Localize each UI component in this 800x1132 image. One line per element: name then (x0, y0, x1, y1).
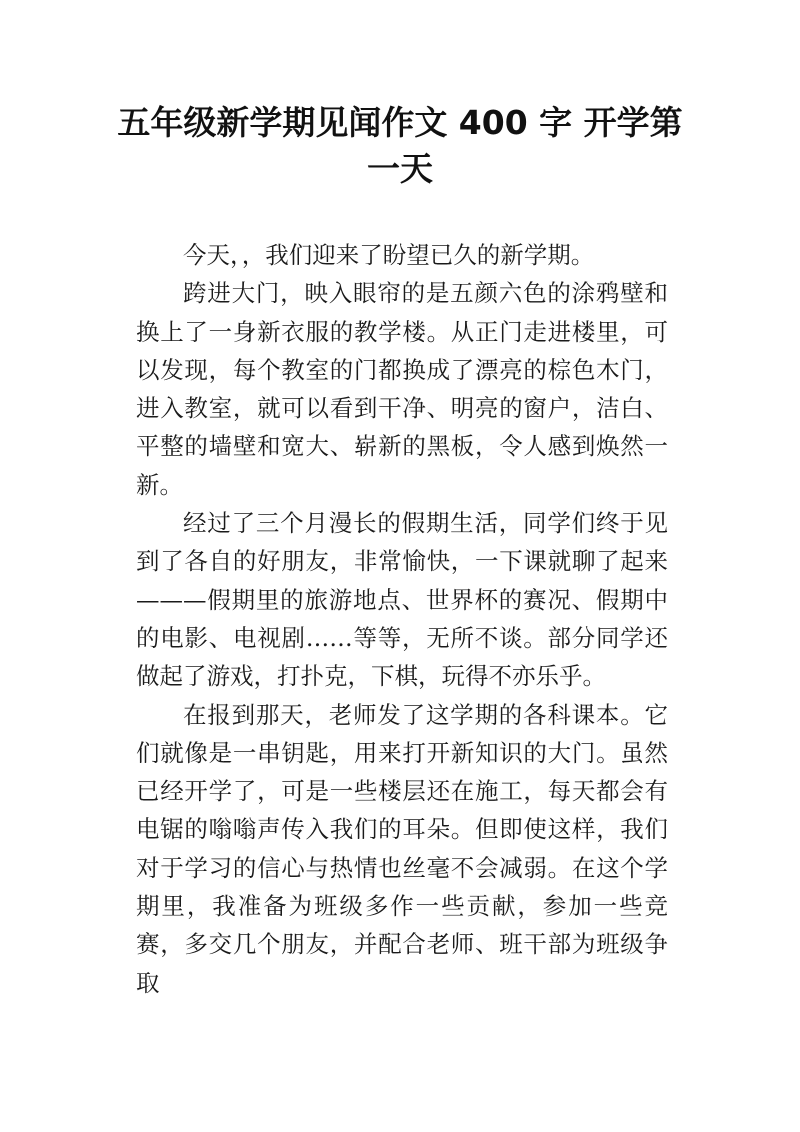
paragraph-4: 在报到那天，老师发了这学期的各科课本。它们就像是一串钥匙，用来打开新知识的大门。虽然已经开学了，可是一些楼层还在施工，每天都会有电锯的嗡嗡声传入我们的耳朵。但即使这样，我们对于学习的信心与热情也丝毫不会减弱。在这个学期里，我准备为班级多作一些贡献，参加一些竞赛，多交几个朋友，并配合老师、班干部为班级争取 (136, 700, 668, 997)
document-title: 五年级新学期见闻作文 400 字 开学第一天 (117, 103, 683, 188)
paragraph-3: 经过了三个月漫长的假期生活，同学们终于见到了各自的好朋友，非常愉快，一下课就聊了起来———假期里的旅游地点、世界杯的赛况、假期中的电影、电视剧……等等，无所不谈。部分同学还做起了游戏，打扑克，下棋，玩得不亦乐乎。 (136, 509, 668, 691)
paragraph-1: 今天，，我们迎来了盼望已久的新学期。 (183, 241, 595, 269)
document-body (136, 236, 668, 1002)
paragraph-2: 跨进大门，映入眼帘的是五颜六色的涂鸦壁和换上了一身新衣服的教学楼。从正门走进楼里，可以发现，每个教室的门都换成了漂亮的棕色木门，进入教室，就可以看到干净、明亮的窗户，洁白、平整的墙壁和宽大、崭新的黑板，令人感到焕然一新。 (136, 279, 668, 499)
